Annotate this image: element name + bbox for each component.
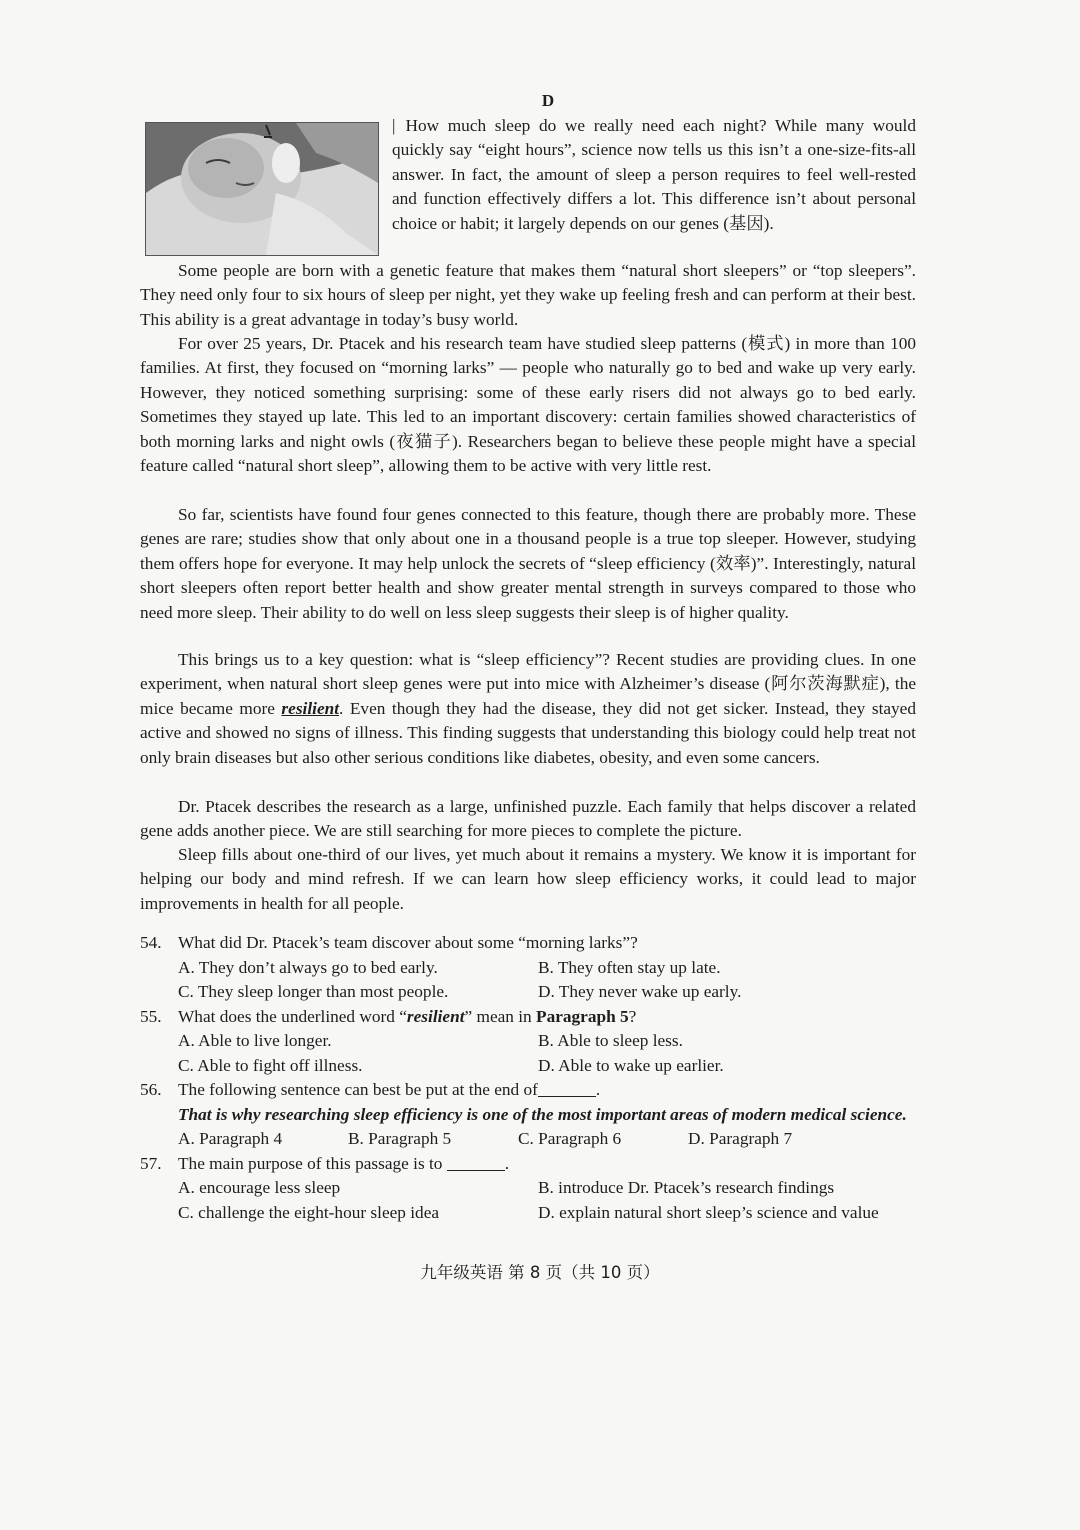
insert-sentence: That is why researching sleep efficiency is one of the most important areas of modern medical science. (178, 1104, 907, 1124)
option-c[interactable]: C. challenge the eight-hour sleep idea (178, 1202, 440, 1222)
question-stem (178, 1005, 636, 1030)
stem-keyword: resilient (406, 1006, 465, 1026)
stem-part: The main purpose of this passage is to (178, 1153, 443, 1173)
stem-part: ” mean in (464, 1006, 537, 1026)
question-number: 56. (140, 1080, 162, 1099)
option-b[interactable]: B. introduce Dr. Ptacek’s research findings (538, 1178, 835, 1197)
page-footer: 九年级英语 第 8 页（共 10 页） (420, 1263, 660, 1282)
question-54 (140, 931, 920, 1005)
question-stem: What did Dr. Ptacek’s team discover about some “morning larks”? (178, 933, 638, 952)
stem-paragraph-ref: Paragraph 5 (536, 1006, 629, 1026)
section-label: D (541, 91, 555, 110)
sleeping-baby-photo (145, 122, 379, 256)
option-d[interactable]: D. Paragraph 7 (688, 1129, 793, 1148)
underlined-word: resilient (281, 698, 340, 718)
option-d[interactable]: D. explain natural short sleep’s science and value (538, 1202, 879, 1222)
paragraph-1 (392, 114, 916, 236)
option-a[interactable]: A. Able to live longer. (178, 1031, 332, 1050)
option-b[interactable]: B. Paragraph 5 (348, 1129, 452, 1148)
paragraph-7: Sleep fills about one-third of our lives, yet much about it remains a mystery. We know it is important for helping our body and mind refresh. If we can learn how sleep efficiency works, it could lead to major improvements in health for all people. (140, 845, 916, 913)
questions-section (140, 931, 920, 1225)
option-c[interactable]: C. Paragraph 6 (518, 1129, 622, 1148)
question-number: 54. (140, 933, 162, 952)
option-c[interactable]: C. They sleep longer than most people. (178, 982, 449, 1001)
question-number: 55. (140, 1006, 162, 1026)
stem-part: . (595, 1080, 601, 1099)
stem-part: The following sentence can best be put at the end of (178, 1080, 538, 1099)
question-stem (178, 1078, 600, 1103)
stem-part: What does the underlined word “ (178, 1006, 407, 1026)
stem-part: . (504, 1153, 510, 1173)
paragraph-4: So far, scientists have found four genes connected to this feature, though there are probably more. These genes are rare; studies show that only about one in a thousand people is a true top sleeper. However, studying them offers hope for everyone. It may help unlock the secrets of “sleep efficiency (效率)”. Interestingly, natural short sleepers often report better health and show greater mental strength in surveys compared to those who need more sleep. Their ability to do well on less sleep suggests their sleep is of higher quality. (140, 505, 916, 622)
option-d[interactable]: D. They never wake up early. (538, 982, 742, 1001)
stem-part: ? (628, 1006, 637, 1026)
paragraph-2: Some people are born with a genetic feature that makes them “natural short sleepers” or “top sleepers”. They need only four to six hours of sleep per night, yet they wake up feeling fresh and can perform at their best. This ability is a great advantage in today’s busy world. (140, 261, 916, 329)
paragraph-3: For over 25 years, Dr. Ptacek and his research team have studied sleep patterns (模式) in more than 100 families. At first, they focused on “morning larks” — people who naturally go to bed and wake up very early. However, they noticed something surprising: some of these early risers did not always go to bed early. Sometimes they stayed up late. This led to an important discovery: certain families showed characteristics of both morning larks and night owls (夜猫子). Researchers began to believe these people might have a special feature called “natural short sleep”, allowing them to be active with very little rest. (140, 334, 916, 476)
answer-blank[interactable] (538, 1080, 596, 1097)
text-cursor: | (392, 116, 396, 135)
paragraph-5 (140, 648, 916, 770)
option-b[interactable]: B. They often stay up late. (538, 957, 721, 977)
paragraph-5-after: . Even though they had the disease, they did not get sicker. Instead, they stayed active and showed no signs of illness. This finding suggests that understanding this biology could help treat not only brain diseases but also other serious conditions like diabetes, obesity, and even some cancers. (140, 698, 916, 767)
paragraph-5-before: This brings us to a key question: what is “sleep efficiency”? Recent studies are providing clues. In one experiment, when natural short sleep genes were put into mice with Alzheimer’s disease (阿尔茨海默症), the mice became more (140, 650, 916, 718)
option-d[interactable]: D. Able to wake up earlier. (538, 1055, 724, 1075)
question-55 (140, 1005, 920, 1079)
option-c[interactable]: C. Able to fight off illness. (178, 1055, 363, 1075)
question-56 (140, 1078, 920, 1152)
question-stem (178, 1152, 509, 1177)
option-a[interactable]: A. Paragraph 4 (178, 1129, 283, 1148)
paragraph-1-text: How much sleep do we really need each night? While many would quickly say “eight hours”, science now tells us this isn’t a one-size-fits-all answer. In fact, the amount of sleep a person requires to feel well-rested and function effectively differs a lot. This difference isn’t about personal choice or habit; it largely depends on our genes (基因). (392, 116, 916, 233)
question-number: 57. (140, 1153, 162, 1173)
option-b[interactable]: B. Able to sleep less. (538, 1031, 683, 1050)
paragraph-6: Dr. Ptacek describes the research as a large, unfinished puzzle. Each family that helps discover a related gene adds another piece. We are still searching for more pieces to complete the picture. (140, 797, 916, 841)
question-57 (140, 1152, 920, 1226)
option-a[interactable]: A. They don’t always go to bed early. (178, 957, 438, 977)
option-a[interactable]: A. encourage less sleep (178, 1178, 341, 1197)
answer-blank[interactable] (447, 1154, 505, 1171)
